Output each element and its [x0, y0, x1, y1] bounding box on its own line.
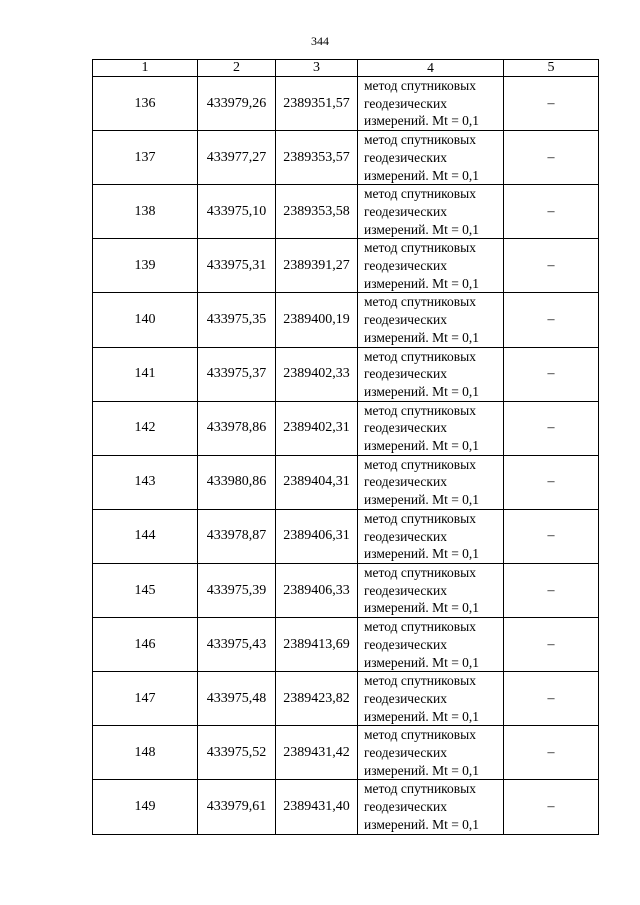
- page-number: 344: [311, 34, 329, 48]
- y-coordinate-cell: 2389413,69: [276, 618, 358, 672]
- y-coordinate-cell: 2389351,57: [276, 77, 358, 131]
- x-coordinate-cell: 433978,87: [198, 509, 276, 563]
- method-text-line: измерений. Mt = 0,1: [364, 329, 480, 345]
- method-text-line: метод спутниковых: [364, 510, 476, 526]
- point-number-cell: 145: [93, 563, 198, 617]
- method-text-line: метод спутниковых: [364, 348, 476, 364]
- table-row: [93, 77, 599, 131]
- method-text-line: метод спутниковых: [364, 727, 476, 743]
- point-number-cell: 138: [93, 185, 198, 239]
- table-row: [93, 293, 599, 347]
- y-coordinate-cell: 2389406,33: [276, 563, 358, 617]
- method-text-line: измерений. Mt = 0,1: [364, 654, 480, 670]
- method-text-line: метод спутниковых: [364, 294, 476, 310]
- y-coordinate-cell: 2389353,58: [276, 185, 358, 239]
- point-number-cell: 146: [93, 618, 198, 672]
- method-text-line: геодезических: [364, 258, 447, 274]
- note-cell: –: [504, 293, 599, 347]
- table-row: [93, 672, 599, 726]
- y-coordinate-cell: 2389406,31: [276, 509, 358, 563]
- x-coordinate-cell: 433975,37: [198, 347, 276, 401]
- method-text-line: измерений. Mt = 0,1: [364, 492, 480, 508]
- point-number-cell: 143: [93, 455, 198, 509]
- method-text-line: геодезических: [364, 203, 447, 219]
- method-cell: [358, 672, 504, 726]
- point-number-cell: 140: [93, 293, 198, 347]
- method-cell: [358, 185, 504, 239]
- method-text-line: метод спутниковых: [364, 78, 476, 93]
- point-number-cell: 144: [93, 509, 198, 563]
- note-cell: –: [504, 185, 599, 239]
- method-text-line: измерений. Mt = 0,1: [364, 167, 480, 183]
- y-coordinate-cell: 2389404,31: [276, 455, 358, 509]
- table-row: [93, 347, 599, 401]
- note-cell: –: [504, 401, 599, 455]
- table-row: [93, 401, 599, 455]
- method-text-line: метод спутниковых: [364, 673, 476, 689]
- note-cell: –: [504, 77, 599, 131]
- method-text-line: метод спутниковых: [364, 456, 476, 472]
- table-body: [93, 77, 599, 835]
- note-cell: –: [504, 509, 599, 563]
- method-text-line: геодезических: [364, 474, 447, 490]
- method-cell: [358, 455, 504, 509]
- table-row: [93, 563, 599, 617]
- note-cell: –: [504, 563, 599, 617]
- method-text-line: измерений. Mt = 0,1: [364, 275, 480, 291]
- method-cell: [358, 509, 504, 563]
- note-cell: –: [504, 455, 599, 509]
- table-row: [93, 780, 599, 834]
- table-row: [93, 726, 599, 780]
- method-text-line: геодезических: [364, 690, 447, 706]
- x-coordinate-cell: 433975,10: [198, 185, 276, 239]
- point-number-cell: 136: [93, 77, 198, 131]
- note-cell: –: [504, 618, 599, 672]
- point-number-cell: 141: [93, 347, 198, 401]
- method-text-line: геодезических: [364, 149, 447, 165]
- method-text-line: геодезических: [364, 312, 447, 328]
- method-text-line: геодезических: [364, 366, 447, 382]
- x-coordinate-cell: 433975,43: [198, 618, 276, 672]
- method-cell: [358, 293, 504, 347]
- method-text-line: геодезических: [364, 420, 447, 436]
- method-text-line: геодезических: [364, 95, 447, 111]
- method-cell: [358, 77, 504, 131]
- point-number-cell: 139: [93, 239, 198, 293]
- method-cell: [358, 347, 504, 401]
- point-number-cell: 147: [93, 672, 198, 726]
- method-cell: [358, 401, 504, 455]
- x-coordinate-cell: 433977,27: [198, 131, 276, 185]
- method-text-line: измерений. Mt = 0,1: [364, 600, 480, 616]
- method-cell: [358, 780, 504, 834]
- x-coordinate-cell: 433975,52: [198, 726, 276, 780]
- column-header-3: 3: [276, 60, 358, 77]
- point-number-cell: 148: [93, 726, 198, 780]
- table-row: [93, 509, 599, 563]
- note-cell: –: [504, 347, 599, 401]
- method-text-line: геодезических: [364, 582, 447, 598]
- point-number-cell: 137: [93, 131, 198, 185]
- method-text-line: измерений. Mt = 0,1: [364, 762, 480, 778]
- note-cell: –: [504, 672, 599, 726]
- method-text-line: геодезических: [364, 636, 447, 652]
- x-coordinate-cell: 433980,86: [198, 455, 276, 509]
- table-row: [93, 618, 599, 672]
- method-text-line: метод спутниковых: [364, 564, 476, 580]
- method-text-line: измерений. Mt = 0,1: [364, 383, 480, 399]
- column-header-4: 4: [358, 60, 504, 77]
- note-cell: –: [504, 239, 599, 293]
- method-cell: [358, 131, 504, 185]
- y-coordinate-cell: 2389402,33: [276, 347, 358, 401]
- method-cell: [358, 726, 504, 780]
- method-cell: [358, 618, 504, 672]
- x-coordinate-cell: 433979,61: [198, 780, 276, 834]
- method-text-line: измерений. Mt = 0,1: [364, 113, 480, 129]
- method-cell: [358, 239, 504, 293]
- header-row: [93, 60, 599, 77]
- note-cell: –: [504, 726, 599, 780]
- y-coordinate-cell: 2389400,19: [276, 293, 358, 347]
- table-row: [93, 131, 599, 185]
- point-number-cell: 142: [93, 401, 198, 455]
- x-coordinate-cell: 433975,35: [198, 293, 276, 347]
- y-coordinate-cell: 2389402,31: [276, 401, 358, 455]
- method-text-line: геодезических: [364, 745, 447, 761]
- column-header-5: 5: [504, 60, 599, 77]
- y-coordinate-cell: 2389353,57: [276, 131, 358, 185]
- method-text-line: метод спутниковых: [364, 781, 476, 797]
- note-cell: –: [504, 131, 599, 185]
- column-header-2: 2: [198, 60, 276, 77]
- column-header-1: 1: [93, 60, 198, 77]
- table-row: [93, 239, 599, 293]
- y-coordinate-cell: 2389391,27: [276, 239, 358, 293]
- table-row: [93, 455, 599, 509]
- y-coordinate-cell: 2389431,40: [276, 780, 358, 834]
- x-coordinate-cell: 433979,26: [198, 77, 276, 131]
- table-row: [93, 185, 599, 239]
- x-coordinate-cell: 433975,31: [198, 239, 276, 293]
- method-text-line: метод спутниковых: [364, 402, 476, 418]
- method-text-line: метод спутниковых: [364, 132, 476, 148]
- point-number-cell: 149: [93, 780, 198, 834]
- x-coordinate-cell: 433978,86: [198, 401, 276, 455]
- method-text-line: измерений. Mt = 0,1: [364, 438, 480, 454]
- method-text-line: геодезических: [364, 528, 447, 544]
- method-text-line: метод спутниковых: [364, 619, 476, 635]
- method-text-line: измерений. Mt = 0,1: [364, 546, 480, 562]
- x-coordinate-cell: 433975,48: [198, 672, 276, 726]
- method-text-line: метод спутниковых: [364, 186, 476, 202]
- method-text-line: измерений. Mt = 0,1: [364, 708, 480, 724]
- method-text-line: измерений. Mt = 0,1: [364, 221, 480, 237]
- method-text-line: измерений. Mt = 0,1: [364, 816, 480, 832]
- note-cell: –: [504, 780, 599, 834]
- method-text-line: метод спутниковых: [364, 240, 476, 256]
- coordinates-table: [92, 59, 599, 835]
- method-text-line: геодезических: [364, 799, 447, 815]
- y-coordinate-cell: 2389431,42: [276, 726, 358, 780]
- x-coordinate-cell: 433975,39: [198, 563, 276, 617]
- y-coordinate-cell: 2389423,82: [276, 672, 358, 726]
- method-cell: [358, 563, 504, 617]
